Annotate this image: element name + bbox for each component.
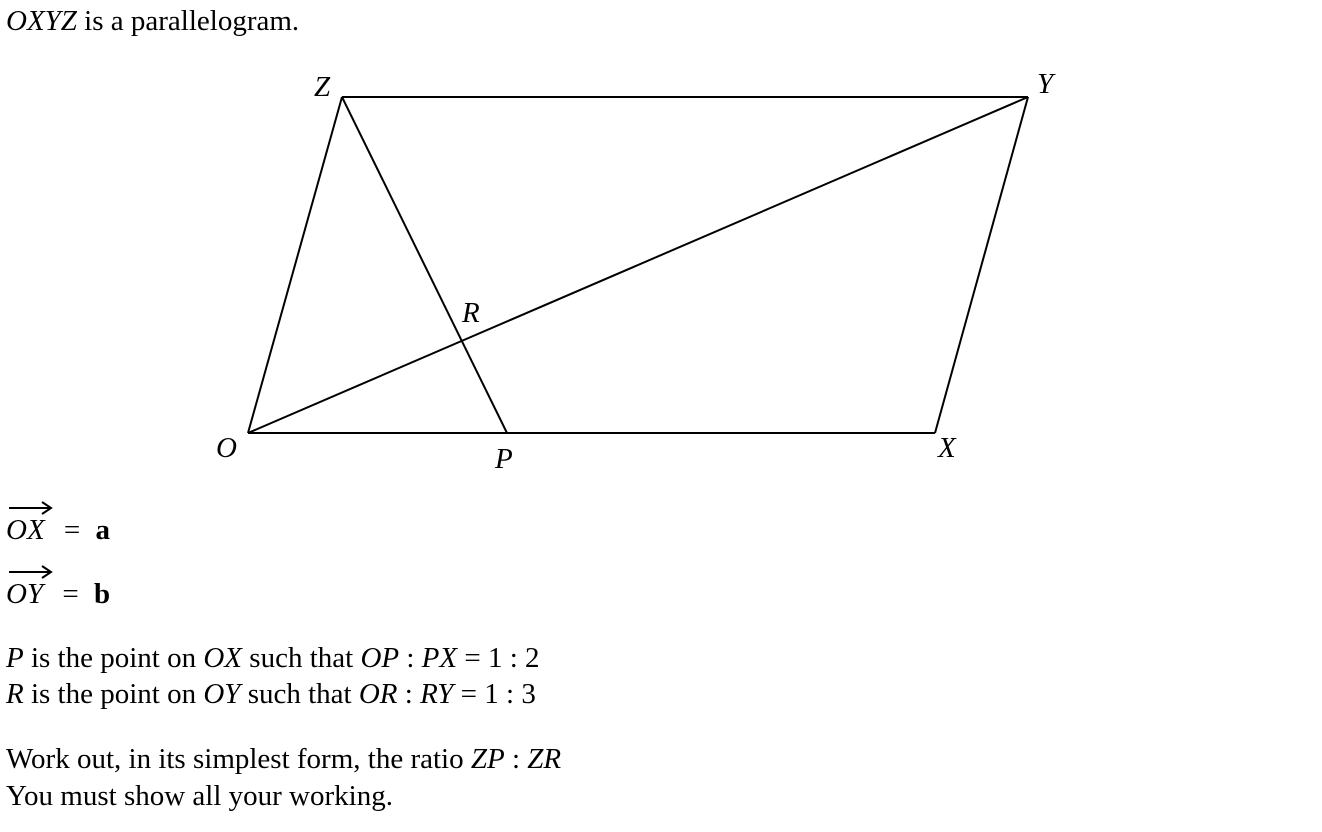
equals-sign: = (62, 578, 79, 610)
point-name: P (6, 642, 24, 674)
ratio-colon: : (504, 743, 528, 775)
task-text: Work out, in its simplest form, the ratio (6, 743, 471, 775)
ratio-right: PX (421, 642, 458, 674)
ratio-colon: : (399, 642, 422, 674)
condition-text: is the point on (23, 678, 204, 710)
label-y: Y (1037, 68, 1054, 100)
task-line (6, 742, 561, 776)
parallelogram-name: OXYZ (6, 5, 77, 37)
vector-arrow-icon (8, 500, 54, 516)
point-name: R (6, 678, 24, 710)
ratio-left: OP (360, 642, 400, 674)
vector-b: b (93, 578, 111, 610)
ratio-value: = 1 : 3 (453, 678, 536, 710)
condition-text: is the point on (23, 642, 204, 674)
label-r: R (462, 297, 480, 329)
diagonal-oy (248, 97, 1028, 433)
condition-text: such that (240, 678, 359, 710)
label-p: P (495, 443, 513, 475)
intro-text: is a parallelogram. (76, 5, 300, 37)
ratio-right: ZR (527, 743, 562, 775)
side-zo (248, 97, 342, 433)
ratio-value: = 1 : 2 (457, 642, 540, 674)
condition-r (6, 677, 536, 711)
segment-name: OY (203, 678, 241, 710)
vector-definition-ox (6, 513, 110, 547)
condition-p (6, 641, 540, 675)
label-z: Z (314, 71, 331, 103)
label-o: O (216, 432, 237, 464)
segment-name: OX (203, 642, 243, 674)
ratio-right: RY (420, 678, 454, 710)
side-xy (935, 97, 1028, 433)
ratio-left: OR (358, 678, 398, 710)
vector-ox (6, 513, 45, 547)
condition-text: such that (242, 642, 361, 674)
equals-sign: = (63, 514, 81, 546)
vector-ox-label: OX (6, 514, 45, 546)
vector-oy-label: OY (6, 578, 44, 610)
vector-arrow-icon (8, 564, 54, 580)
vector-oy (6, 577, 43, 611)
label-x: X (938, 432, 956, 464)
ratio-colon: : (397, 678, 421, 710)
instruction-line: You must show all your working. (6, 780, 393, 812)
ratio-left: ZP (470, 743, 505, 775)
vector-a: a (95, 514, 111, 546)
vector-definition-oy (6, 577, 110, 611)
